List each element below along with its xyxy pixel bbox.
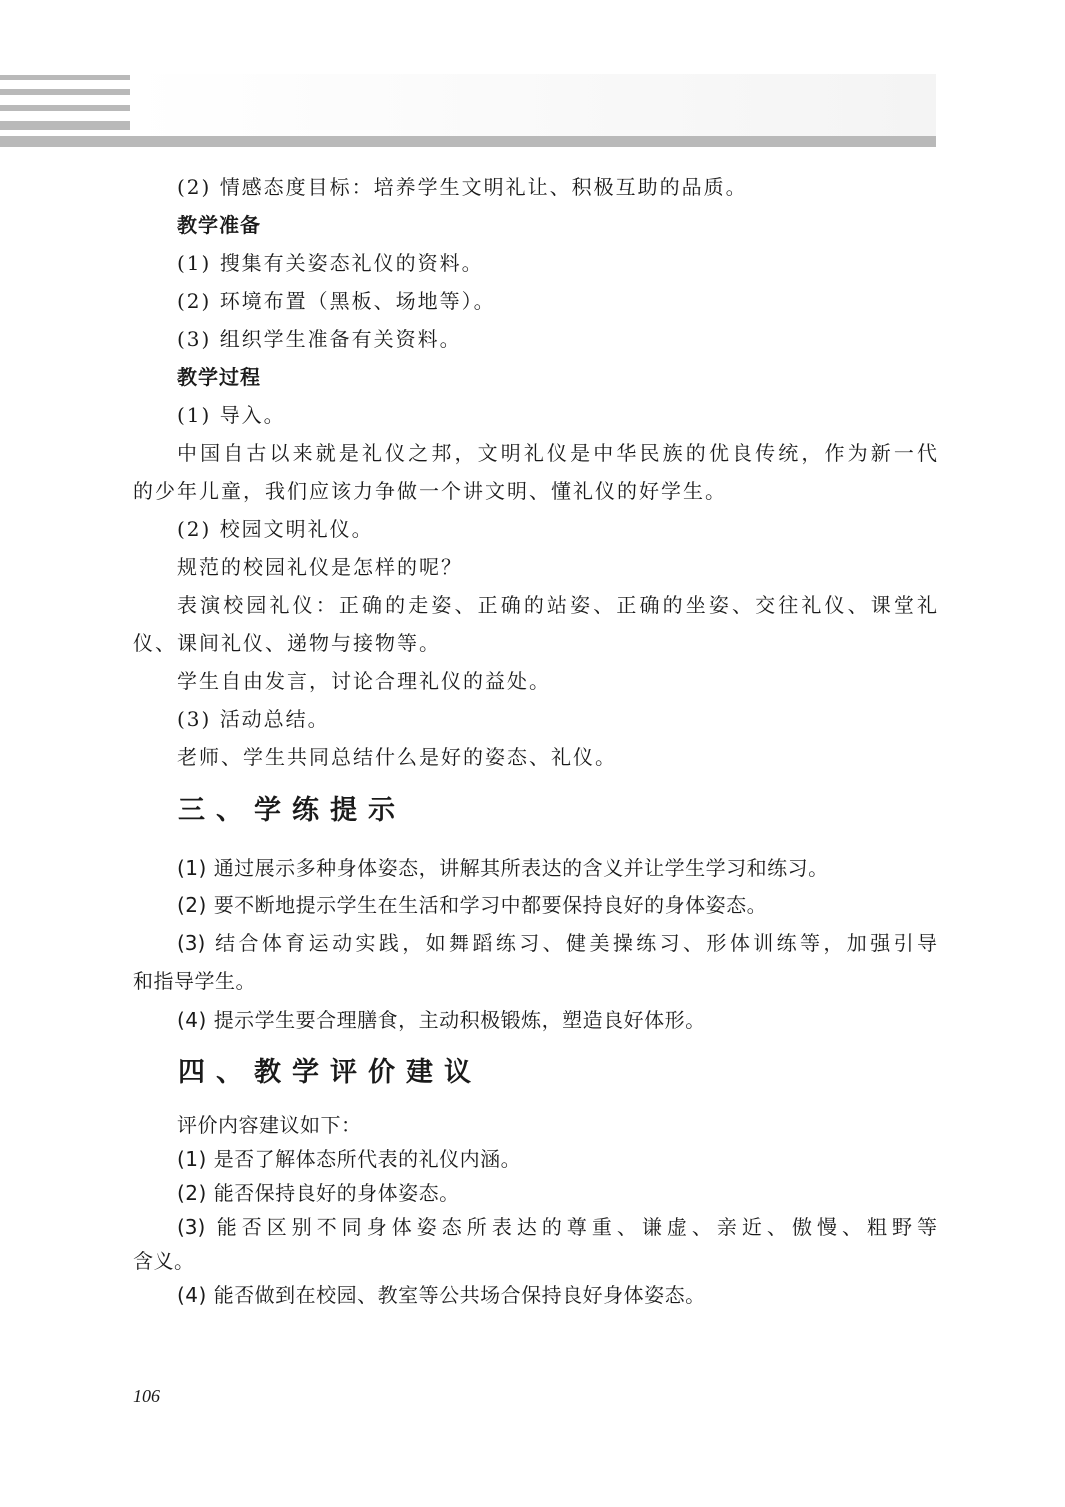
- process-line: 老师、学生共同总结什么是好的姿态、礼仪。: [177, 745, 617, 769]
- preparation-item: (3) 组织学生准备有关资料。: [177, 327, 462, 351]
- tip-line: (2) 要不断地提示学生在生活和学习中都要保持良好的身体姿态。: [177, 893, 768, 917]
- header-band: [130, 74, 936, 136]
- process-line: 的少年儿童，我们应该力争做一个讲文明、懂礼仪的好学生。: [133, 479, 727, 503]
- evaluation-line: (2) 能否保持良好的身体姿态。: [177, 1181, 460, 1205]
- preparation-item: (2) 环境布置（黑板、场地等）。: [177, 289, 496, 313]
- page-number: 106: [133, 1386, 160, 1406]
- preparation-heading: 教学准备: [177, 213, 261, 237]
- tip-line: (1) 通过展示多种身体姿态，讲解其所表达的含义并让学生学习和练习。: [177, 856, 829, 880]
- process-line: 表演校园礼仪：正确的走姿、正确的站姿、正确的坐姿、交往礼仪、课堂礼: [177, 593, 937, 617]
- evaluation-line: 评价内容建议如下：: [177, 1113, 362, 1137]
- process-line: 中国自古以来就是礼仪之邦，文明礼仪是中华民族的优良传统，作为新一代: [177, 441, 937, 465]
- tip-line: (4) 提示学生要合理膳食，主动积极锻炼，塑造良好体形。: [177, 1008, 706, 1032]
- evaluation-line: (1) 是否了解体态所代表的礼仪内涵。: [177, 1147, 522, 1171]
- header-stripe: [0, 89, 131, 95]
- tip-line: (3) 结合体育运动实践，如舞蹈练习、健美操练习、形体训练等，加强引导: [177, 931, 937, 955]
- section-3-title: 三、学练提示: [178, 795, 406, 826]
- tip-line: 和指导学生。: [133, 969, 256, 993]
- process-line: (3) 活动总结。: [177, 707, 330, 731]
- process-line: 学生自由发言，讨论合理礼仪的益处。: [177, 669, 551, 693]
- header-stripe: [0, 75, 131, 80]
- process-line: 规范的校园礼仪是怎样的呢？: [177, 555, 463, 579]
- header-stripe: [0, 121, 131, 130]
- process-heading: 教学过程: [177, 365, 261, 389]
- section-4-title: 四、教学评价建议: [178, 1057, 482, 1088]
- header-bar: [0, 136, 936, 147]
- preparation-item: (1) 搜集有关姿态礼仪的资料。: [177, 251, 484, 275]
- evaluation-line: (4) 能否做到在校园、教室等公共场合保持良好身体姿态。: [177, 1283, 706, 1307]
- header-stripe: [0, 105, 131, 111]
- process-line: (1) 导入。: [177, 403, 286, 427]
- process-line: (2) 校园文明礼仪。: [177, 517, 374, 541]
- evaluation-line: 含义。: [133, 1249, 195, 1273]
- emotion-goal-line: (2) 情感态度目标：培养学生文明礼让、积极互助的品质。: [177, 175, 748, 199]
- process-line: 仪、课间礼仪、递物与接物等。: [133, 631, 441, 655]
- evaluation-line: (3) 能否区别不同身体姿态所表达的尊重、谦虚、亲近、傲慢、粗野等: [177, 1215, 937, 1239]
